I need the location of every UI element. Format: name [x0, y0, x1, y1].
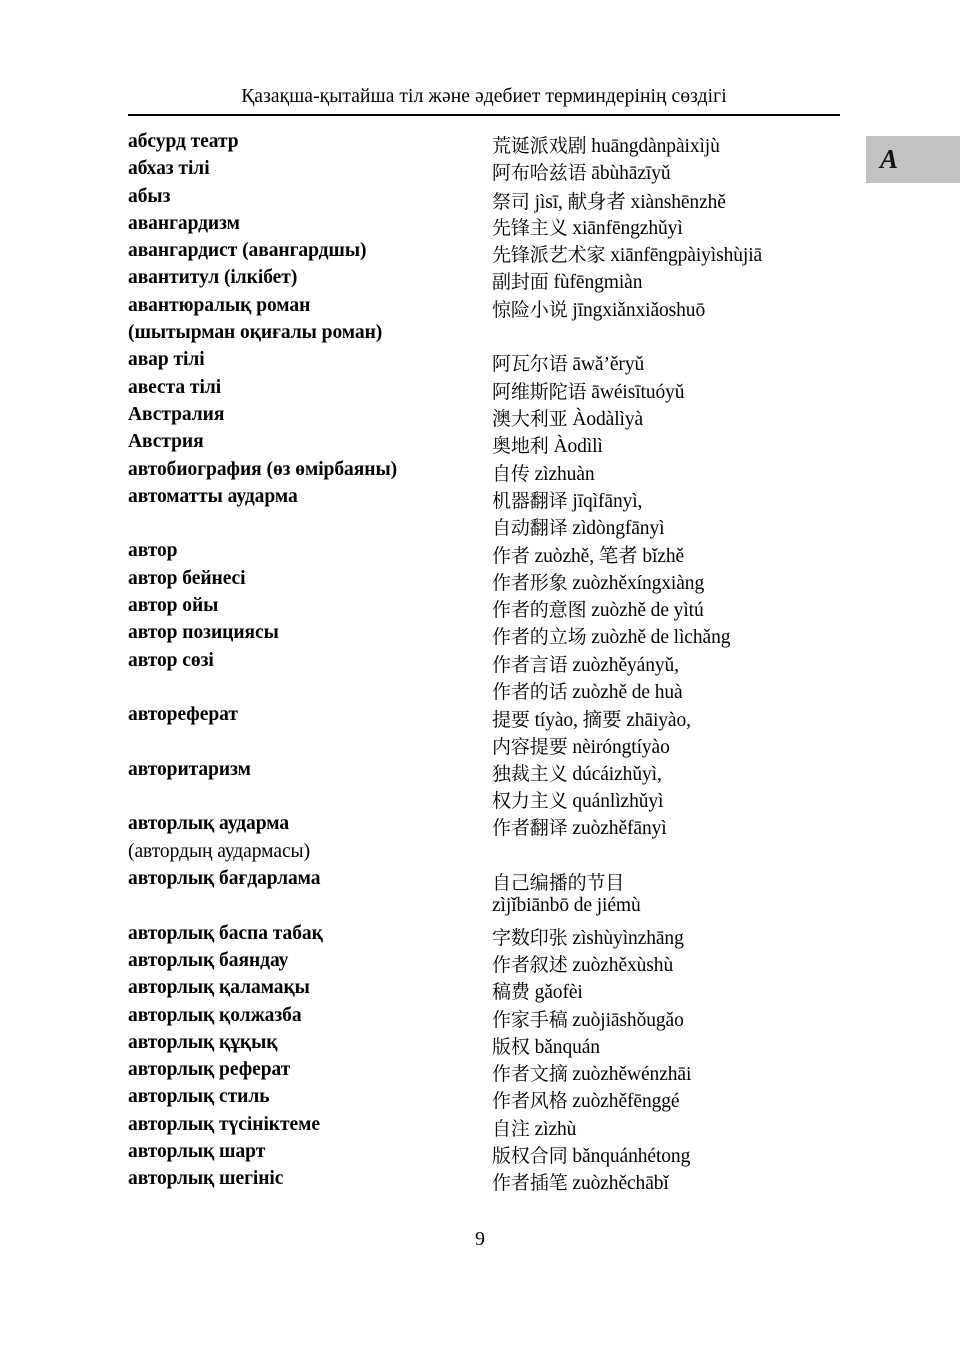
gloss-pinyin: zuòzhěyányǔ,: [572, 654, 679, 676]
entry-term: авторлық бағдарлама: [128, 868, 321, 890]
gloss-pinyin: āwéisītuóyǔ: [591, 381, 685, 403]
gloss-hanzi: 作者形象: [492, 571, 568, 594]
entry-row: [0, 1005, 960, 1032]
entry-gloss: [492, 295, 705, 322]
entry-gloss: [492, 377, 684, 404]
entry-term: авторлық түсініктеме: [128, 1113, 320, 1135]
gloss-hanzi: 自注: [492, 1117, 530, 1140]
entry-term: автор сөзі: [128, 649, 214, 671]
gloss-hanzi: 作者的意图: [492, 599, 587, 622]
gloss-pinyin: zuòjiāshǒugǎo: [572, 1009, 684, 1031]
gloss-pinyin: āwǎ’ěryǔ: [572, 354, 645, 376]
entry-row: [0, 1086, 960, 1113]
entry-term: авторлық қолжазба: [128, 1004, 302, 1026]
gloss-hanzi: 澳大利亚: [492, 407, 568, 430]
page-number: 9: [475, 1228, 485, 1250]
entry-term: авеста тілі: [128, 376, 222, 398]
gloss-hanzi: 内容提要: [492, 735, 568, 758]
thumb-tab-letter: A: [880, 144, 899, 174]
entry-gloss: [492, 595, 704, 622]
entry-gloss: [492, 1141, 690, 1168]
entry-gloss: [492, 158, 671, 185]
gloss-pinyin: jīqìfānyì,: [572, 490, 643, 512]
gloss-hanzi: 作者叙述: [492, 953, 568, 976]
entry-term: авторитаризм: [128, 758, 251, 780]
entry-gloss: [492, 486, 642, 513]
entry-gloss: [492, 568, 704, 595]
entry-row: [0, 459, 960, 486]
gloss-pinyin: zìzhù: [534, 1118, 577, 1140]
entry-gloss: [492, 868, 624, 895]
gloss-pinyin: zuòzhě, 笔者 bǐzhě: [534, 546, 685, 568]
gloss-hanzi: 先锋主义: [492, 216, 568, 239]
gloss-pinyin: huāngdànpàixìjù: [591, 136, 720, 157]
entry-gloss: [492, 267, 642, 294]
entry-gloss: [492, 677, 683, 704]
entry-gloss: [492, 1032, 600, 1059]
entry-gloss: [492, 786, 663, 813]
gloss-hanzi: 权力主义: [492, 790, 568, 813]
gloss-pinyin: zuòzhě de yìtú: [591, 600, 704, 622]
entry-row: [0, 704, 960, 731]
entry-row: [0, 732, 960, 759]
entry-row: [0, 295, 960, 322]
gloss-hanzi: 作者翻译: [492, 817, 568, 840]
entry-row: [0, 1032, 960, 1059]
entry-gloss: [492, 732, 670, 759]
entry-term: (шытырман оқиғалы роман): [128, 322, 383, 344]
entry-gloss: [492, 1114, 576, 1141]
entry-row: [0, 923, 960, 950]
gloss-pinyin: tíyào, 摘要 zhāiyào,: [534, 710, 691, 732]
entry-list: [0, 131, 960, 1196]
entry-gloss: [492, 923, 684, 950]
gloss-hanzi: 作者文摘: [492, 1063, 568, 1086]
gloss-pinyin: xiānfēngzhǔyì: [572, 217, 683, 239]
entry-term: авантюралық роман: [128, 294, 311, 316]
gloss-hanzi: 作者言语: [492, 653, 568, 676]
entry-row: [0, 240, 960, 267]
gloss-hanzi: 奥地利: [492, 435, 549, 458]
entry-row: [0, 404, 960, 431]
entry-row: [0, 267, 960, 294]
gloss-pinyin: bǎnquán: [534, 1036, 600, 1058]
entry-term: автор ойы: [128, 595, 219, 617]
entry-term: авторлық шарт: [128, 1140, 266, 1162]
entry-gloss: [492, 622, 730, 649]
gloss-pinyin: zuòzhě de huà: [572, 681, 683, 703]
entry-row: [0, 540, 960, 567]
entry-term: авангардизм: [128, 212, 240, 234]
running-head: Қазақша-қытайша тіл және әдебиет терминдерінің сөздігі: [241, 86, 727, 107]
entry-term: автореферат: [128, 704, 238, 726]
entry-term: авар тілі: [128, 349, 205, 371]
entry-gloss: [492, 950, 673, 977]
entry-gloss: [492, 404, 643, 431]
entry-term: авторлық реферат: [128, 1059, 291, 1081]
gloss-pinyin: fùfēngmiàn: [553, 272, 643, 294]
gloss-hanzi: 祭司: [492, 190, 530, 213]
entry-term: автор позициясы: [128, 622, 279, 644]
gloss-hanzi: 作者: [492, 545, 530, 568]
entry-term: автобиография (өз өмірбаяны): [128, 458, 398, 480]
entry-row: [0, 595, 960, 622]
gloss-pinyin: zuòzhěxùshù: [572, 954, 674, 976]
entry-gloss: [492, 1086, 679, 1113]
gloss-hanzi: 提要: [492, 709, 530, 732]
gloss-pinyin: dúcáizhǔyì,: [572, 763, 662, 785]
entry-gloss: [492, 431, 603, 458]
entry-term: Австрия: [128, 431, 204, 453]
gloss-pinyin: jīngxiǎnxiǎoshuō: [572, 299, 706, 321]
entry-row: [0, 213, 960, 240]
entry-term: абсурд театр: [128, 131, 239, 152]
gloss-pinyin: jìsī, 献身者 xiànshēnzhě: [534, 191, 726, 213]
entry-term: авторлық құқық: [128, 1031, 278, 1053]
gloss-hanzi: 作者的话: [492, 680, 568, 703]
entry-row: [0, 650, 960, 677]
entry-row: [0, 677, 960, 704]
gloss-pinyin: zuòzhěwénzhāi: [572, 1064, 692, 1086]
gloss-hanzi: 阿瓦尔语: [492, 353, 568, 376]
entry-row: [0, 1114, 960, 1141]
entry-gloss: [492, 977, 583, 1004]
gloss-hanzi: 自动翻译: [492, 517, 568, 540]
entry-term: автоматты аударма: [128, 485, 298, 507]
entry-gloss: [492, 349, 644, 376]
entry-term: абхаз тілі: [128, 158, 210, 180]
gloss-hanzi: 版权合同: [492, 1144, 568, 1167]
gloss-hanzi: 字数印张: [492, 926, 568, 949]
entry-term: автор: [128, 540, 178, 562]
entry-gloss: [492, 895, 641, 917]
entry-row: [0, 431, 960, 458]
gloss-pinyin: quánlìzhǔyì: [572, 791, 664, 813]
entry-row: [0, 322, 960, 349]
gloss-hanzi: 作者风格: [492, 1090, 568, 1113]
gloss-pinyin: ābùhāzīyǔ: [591, 163, 671, 185]
entry-row: [0, 568, 960, 595]
gloss-hanzi: 作者的立场: [492, 626, 587, 649]
gloss-hanzi: 作者插笔: [492, 1172, 568, 1195]
entry-row: [0, 895, 960, 922]
entry-term: абыз: [128, 185, 171, 207]
entry-row: [0, 1168, 960, 1195]
entry-term: авторлық шегініс: [128, 1168, 284, 1190]
entry-gloss: [492, 213, 683, 240]
entry-row: [0, 131, 960, 158]
gloss-pinyin: Àodìlì: [553, 436, 603, 458]
entry-term: (автордың аудармасы): [128, 840, 311, 862]
gloss-pinyin: zuòzhěxíngxiàng: [572, 572, 705, 594]
entry-gloss: [492, 131, 720, 158]
gloss-hanzi: 惊险小说: [492, 298, 568, 321]
entry-gloss: [492, 1005, 684, 1032]
entry-row: [0, 786, 960, 813]
entry-gloss: [492, 1168, 669, 1195]
entry-gloss: [492, 813, 667, 840]
entry-row: [0, 759, 960, 786]
entry-row: [0, 513, 960, 540]
entry-gloss: [492, 540, 684, 568]
entry-row: [0, 950, 960, 977]
header-rule: [128, 114, 840, 116]
gloss-hanzi: 阿布哈兹语: [492, 162, 587, 185]
gloss-pinyin: Àodàlìyà: [572, 408, 644, 430]
entry-term: авантитул (ілкібет): [128, 267, 298, 289]
entry-gloss: [492, 186, 726, 214]
gloss-pinyin: nèiróngtíyào: [572, 736, 670, 758]
entry-gloss: [492, 759, 662, 786]
gloss-hanzi: 作家手稿: [492, 1008, 568, 1031]
entry-term: авторлық стиль: [128, 1086, 270, 1108]
entry-row: [0, 349, 960, 376]
entry-row: [0, 1141, 960, 1168]
gloss-hanzi: 副封面: [492, 271, 549, 294]
gloss-pinyin: zìdòngfānyì: [572, 518, 665, 540]
entry-row: [0, 977, 960, 1004]
gloss-hanzi: 机器翻译: [492, 489, 568, 512]
entry-gloss: [492, 704, 691, 732]
entry-row: [0, 868, 960, 895]
entry-term: авангардист (авангардшы): [128, 240, 367, 262]
entry-term: авторлық баяндау: [128, 949, 289, 971]
entry-row: [0, 486, 960, 513]
entry-row: [0, 1059, 960, 1086]
gloss-pinyin: zìshùyìnzhāng: [572, 927, 684, 949]
entry-row: [0, 622, 960, 649]
entry-gloss: [492, 513, 664, 540]
entry-term: авторлық баспа табақ: [128, 922, 323, 944]
gloss-hanzi: 稿费: [492, 981, 530, 1004]
gloss-hanzi: 自己编播的节目: [492, 872, 625, 895]
entry-term: автор бейнесі: [128, 567, 246, 589]
gloss-pinyin: gǎofèi: [534, 982, 583, 1004]
gloss-pinyin: bǎnquánhétong: [572, 1145, 691, 1167]
entry-row: [0, 377, 960, 404]
entry-term: Австралия: [128, 403, 225, 425]
entry-gloss: [492, 650, 679, 677]
gloss-hanzi: 荒诞派戏剧: [492, 135, 587, 157]
entry-gloss: [492, 1059, 691, 1086]
gloss-hanzi: 独裁主义: [492, 762, 568, 785]
gloss-hanzi: 自传: [492, 462, 530, 485]
entry-term: авторлық қаламақы: [128, 977, 310, 999]
entry-row: [0, 813, 960, 840]
gloss-hanzi: 版权: [492, 1035, 530, 1058]
entry-term: авторлық аударма: [128, 813, 290, 835]
entry-row: [0, 186, 960, 213]
entry-row: [0, 841, 960, 868]
entry-gloss: [492, 459, 595, 486]
gloss-pinyin: zuòzhěfānyì: [572, 818, 667, 840]
gloss-pinyin: xiānfēngpàiyìshùjiā: [610, 245, 763, 267]
gloss-pinyin: zuòzhěchābǐ: [572, 1173, 669, 1195]
gloss-pinyin: zuòzhěfēnggé: [572, 1091, 680, 1113]
gloss-pinyin: zìjǐbiānbō de jiémù: [492, 895, 641, 917]
gloss-hanzi: 先锋派艺术家: [492, 244, 606, 267]
entry-row: [0, 158, 960, 185]
gloss-pinyin: zìzhuàn: [534, 463, 595, 485]
entry-gloss: [492, 240, 762, 267]
gloss-hanzi: 阿维斯陀语: [492, 380, 587, 403]
gloss-pinyin: zuòzhě de lìchǎng: [591, 627, 731, 649]
